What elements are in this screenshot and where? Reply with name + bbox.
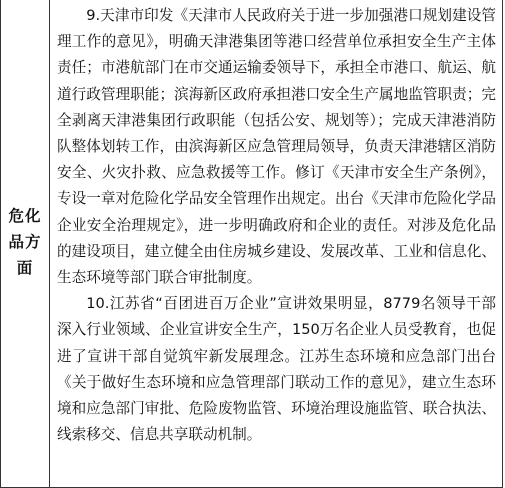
paragraph-jiangsu: 10.江苏省“百团进百万企业”宣讲效果明显，8779名领导干部深入行业领域、企业宣讲安全生产，150万名企业人员受教育，也促进了宣讲干部自觉筑牢新发展理念。江苏生态环境和应急部门出台《关于做好生态环境和应急管理部门联动工作的意见》，建立生态环境和应急部门审批、危险废物监管、环境治理设施监管、联合执法、线索移交、信息共享联动机制。 — [57, 295, 496, 444]
content-cell — [50, 0, 502, 487]
paragraph-tianjin: 9.天津市印发《天津市人民政府关于进一步加强港口规划建设管理工作的意见》，明确天津港集团等港口经营单位承担安全生产主体责任；市港航部门在市交通运输委领导下，承担全市港口、航运、航道行政管理职能；滨海新区政府承担港口安全生产属地监管职责；完全剥离天津港集团行政职能（包括公安、规划等）；完成天津港消防队整体划转工作，由滨海新区应急管理局领导，负责天津港辖区消防安全、火灾扑救、应急救援等工作。修订《天津市安全生产条例》，专设一章对危险化学品安全管理作出规定。出台《天津市危险化学品企业安全治理规定》，进一步明确政府和企业的责任。对涉及危化品的建设项目，建立健全由住房城乡建设、发展改革、工业和信息化、生态环境等部门联合审批制度。 — [57, 7, 496, 287]
category-label: 危化品方面 — [8, 207, 42, 277]
category-cell — [1, 0, 50, 487]
